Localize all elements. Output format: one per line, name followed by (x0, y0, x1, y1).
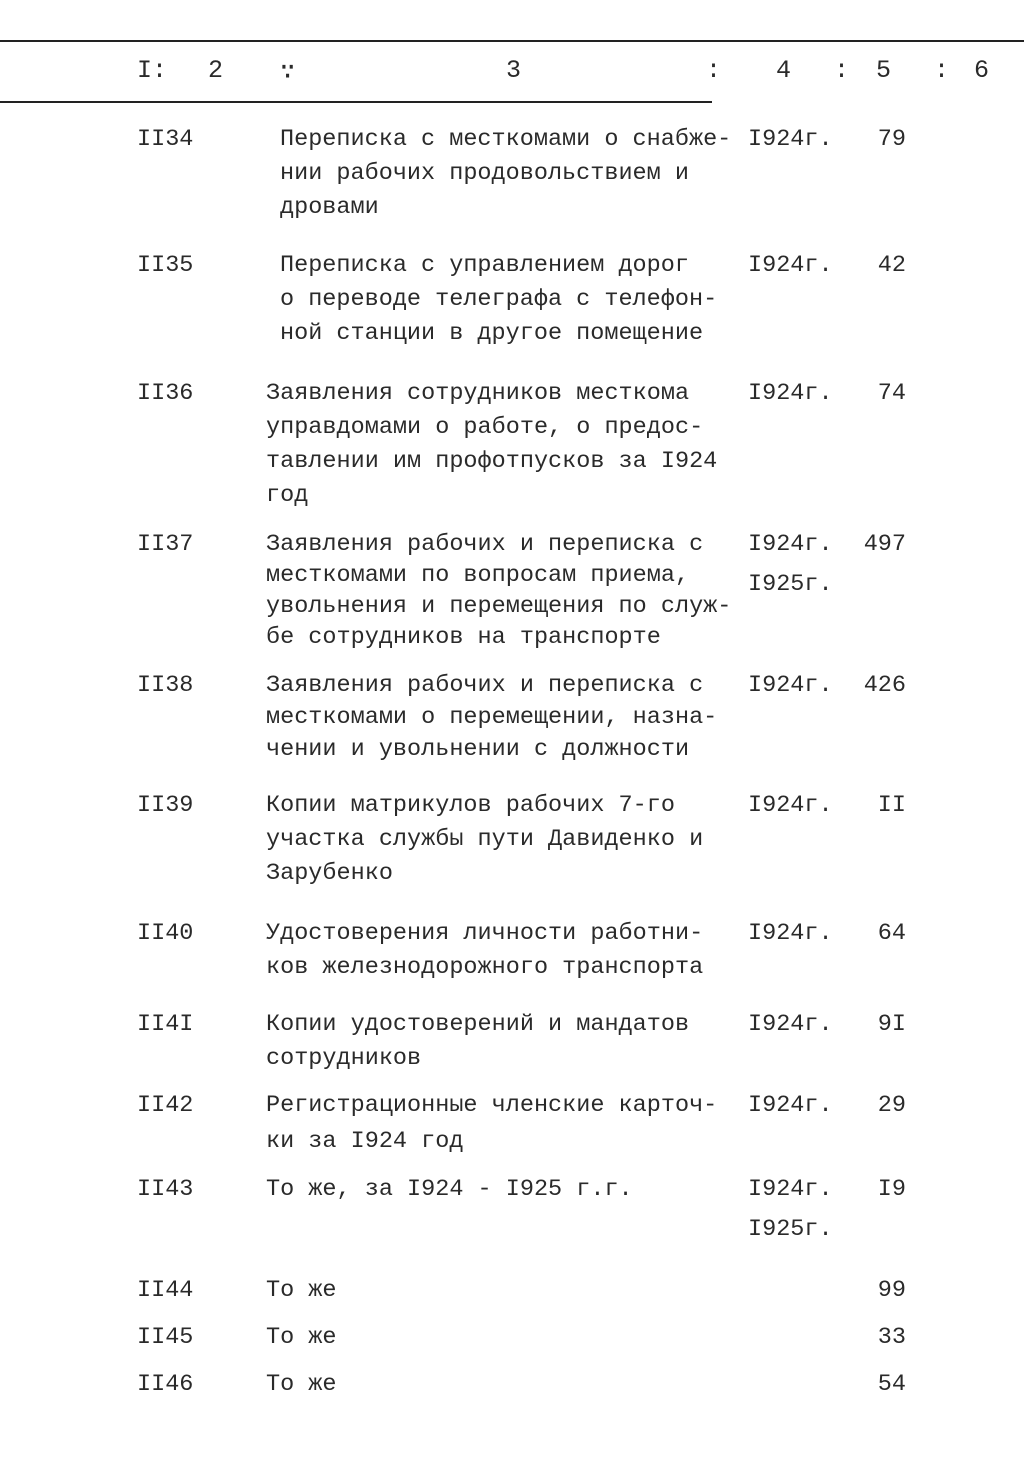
description-line: ной станции в другое помещение (280, 320, 704, 347)
entry-sheet-count: I9 (877, 1176, 906, 1203)
description-line: месткомами по вопросам приема, (266, 562, 690, 589)
entry-year: I924г. (748, 252, 833, 279)
header-rule (0, 101, 712, 103)
header-col5: 5 (876, 56, 892, 85)
description-line: участка службы пути Давиденко и (266, 826, 704, 853)
entry-sheet-count: 79 (877, 126, 906, 153)
entry-description (280, 249, 717, 351)
description-line: Заявления рабочих и переписка с (266, 672, 704, 699)
entry-sheet-count: 9I (877, 1011, 906, 1038)
description-line: Удостоверения личности работни- (266, 920, 704, 947)
entry-years (748, 917, 833, 957)
entry-sheet-count: 99 (877, 1277, 906, 1304)
entry-year: I924г. (748, 920, 833, 947)
description-line: Регистрационные членские карточ- (266, 1092, 718, 1119)
entry-description (266, 1089, 717, 1161)
entry-year: I924г. (748, 1176, 833, 1203)
description-line: ки за I924 год (266, 1128, 464, 1155)
entry-number: II39 (137, 792, 194, 819)
entry-years (748, 1008, 833, 1048)
header-col1: I: (137, 56, 168, 85)
entry-description (266, 789, 703, 891)
header-col3: 3 (506, 56, 522, 85)
description-line: увольнения и перемещения по служ- (266, 593, 732, 620)
description-line: Переписка с управлением дорог (280, 252, 689, 279)
entry-year: I924г. (748, 672, 833, 699)
entry-description (266, 669, 717, 765)
description-line: месткомами о перемещении, назна- (266, 704, 718, 731)
entry-sheet-count: 64 (877, 920, 906, 947)
description-line: Копии удостоверений и мандатов (266, 1011, 690, 1038)
description-line: Переписка с месткомами о снабже- (280, 126, 732, 153)
entry-description (266, 1321, 337, 1355)
entry-years (748, 377, 833, 417)
entry-description (266, 917, 703, 985)
entry-description (266, 1368, 337, 1402)
entry-year: I924г. (748, 1011, 833, 1038)
entry-years (748, 669, 833, 709)
entry-number: II36 (137, 380, 194, 407)
entry-years (748, 123, 833, 163)
description-line: Зарубенко (266, 860, 393, 887)
description-line: бе сотрудников на транспорте (266, 624, 661, 651)
entry-year: I924г. (748, 126, 833, 153)
entry-number: II46 (137, 1371, 194, 1398)
description-line: Заявления рабочих и переписка с (266, 531, 704, 558)
description-line: о переводе телеграфа с телефон- (280, 286, 718, 313)
entry-sheet-count: 497 (863, 531, 906, 558)
entry-year: I924г. (748, 380, 833, 407)
entry-description (266, 377, 717, 513)
description-line: То же (266, 1371, 337, 1398)
entry-year: I924г. (748, 531, 833, 558)
entry-number: II44 (137, 1277, 194, 1304)
entry-years (748, 789, 833, 829)
entry-number: II34 (137, 126, 194, 153)
description-line: То же (266, 1277, 337, 1304)
entry-description (266, 1173, 633, 1207)
description-line: сотрудников (266, 1045, 422, 1072)
header-col6: 6 (974, 56, 990, 85)
entry-sheet-count: 54 (877, 1371, 906, 1398)
entry-years (748, 528, 833, 608)
entry-sheet-count: II (877, 792, 906, 819)
description-line: Копии матрикулов рабочих 7-го (266, 792, 675, 819)
entry-year: I924г. (748, 792, 833, 819)
header-sep: : (934, 56, 950, 85)
entry-description (266, 1274, 337, 1308)
header-sep: : (706, 56, 722, 85)
entry-number: II43 (137, 1176, 194, 1203)
entry-sheet-count: 33 (877, 1324, 906, 1351)
description-line: То же, за I924 - I925 г.г. (266, 1176, 633, 1203)
entry-number: II42 (137, 1092, 194, 1119)
description-line: год (266, 482, 309, 509)
description-line: нии рабочих продовольствием и (280, 160, 689, 187)
entry-sheet-count: 42 (877, 252, 906, 279)
entry-description (266, 1008, 689, 1076)
description-line: дровами (280, 194, 379, 221)
entry-sheet-count: 29 (877, 1092, 906, 1119)
description-line: управдомами о работе, о предос- (266, 414, 704, 441)
entry-number: II45 (137, 1324, 194, 1351)
description-line: тавлении им профотпусков за I924 (266, 448, 718, 475)
entry-number: II38 (137, 672, 194, 699)
description-line: То же (266, 1324, 337, 1351)
entry-number: II40 (137, 920, 194, 947)
entry-description (280, 123, 731, 225)
header-col2-sep: ∵ (280, 58, 296, 87)
entry-number: II4I (137, 1011, 194, 1038)
entry-description (266, 528, 731, 652)
entry-number: II35 (137, 252, 194, 279)
entry-number: II37 (137, 531, 194, 558)
entry-years (748, 1173, 833, 1253)
entry-years (748, 1089, 833, 1129)
entry-year: I924г. (748, 1092, 833, 1119)
description-line: ков железнодорожного транспорта (266, 954, 704, 981)
entry-years (748, 249, 833, 289)
entry-year: I925г. (748, 571, 833, 598)
top-rule (0, 40, 1024, 42)
entry-sheet-count: 74 (877, 380, 906, 407)
entry-sheet-count: 426 (863, 672, 906, 699)
header-sep: : (834, 56, 850, 85)
header-col2: 2 (208, 56, 224, 85)
entry-year: I925г. (748, 1216, 833, 1243)
description-line: чении и увольнении с должности (266, 736, 690, 763)
description-line: Заявления сотрудников месткома (266, 380, 690, 407)
header-col4: 4 (776, 56, 792, 85)
